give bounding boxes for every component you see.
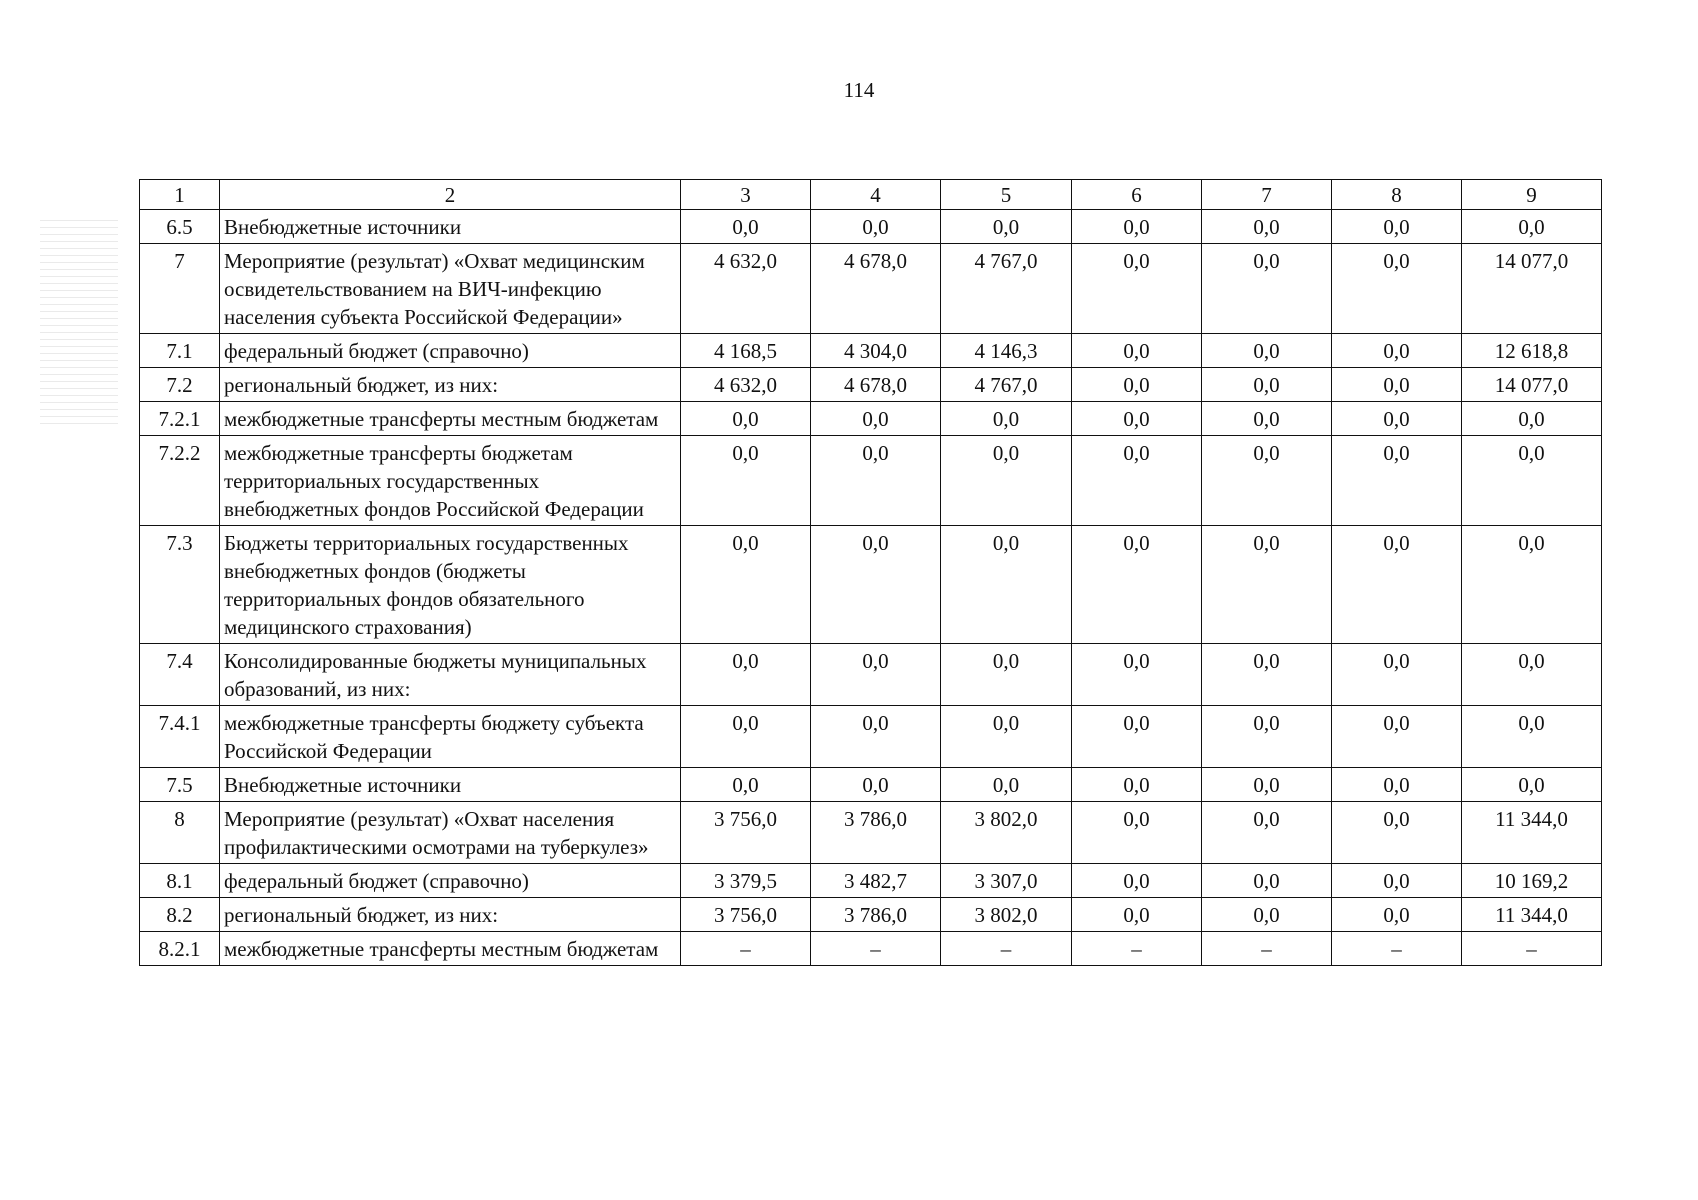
table-row — [140, 368, 1602, 402]
value-cell: 0,0 — [681, 210, 811, 244]
header-cell: 7 — [1202, 180, 1332, 210]
row-label-cell: Внебюджетные источники — [220, 210, 681, 244]
value-cell: 0,0 — [1462, 436, 1602, 526]
value-cell: 0,0 — [941, 402, 1072, 436]
value-cell: 0,0 — [1072, 402, 1202, 436]
header-cell: 3 — [681, 180, 811, 210]
value-cell: 0,0 — [1072, 210, 1202, 244]
value-cell: 0,0 — [811, 526, 941, 644]
value-cell: 0,0 — [941, 644, 1072, 706]
row-number-cell: 8.2.1 — [140, 932, 220, 966]
value-cell: 0,0 — [1202, 768, 1332, 802]
row-label-cell: межбюджетные трансферты бюджетам территориальных государственных внебюджетных фондов Российской Федерации — [220, 436, 681, 526]
row-label-cell: Внебюджетные источники — [220, 768, 681, 802]
header-cell: 4 — [811, 180, 941, 210]
value-cell: 0,0 — [1332, 644, 1462, 706]
value-cell: 0,0 — [1332, 706, 1462, 768]
value-cell: 3 307,0 — [941, 864, 1072, 898]
row-label-cell: Мероприятие (результат) «Охват медицинским освидетельствованием на ВИЧ-инфекцию населения субъекта Российской Федерации» — [220, 244, 681, 334]
value-cell: 0,0 — [1332, 898, 1462, 932]
value-cell: 3 379,5 — [681, 864, 811, 898]
row-label-cell: Бюджеты территориальных государственных внебюджетных фондов (бюджеты территориальных фондов обязательного медицинского страхования) — [220, 526, 681, 644]
value-cell: 0,0 — [1332, 864, 1462, 898]
value-cell: 12 618,8 — [1462, 334, 1602, 368]
table-row — [140, 526, 1602, 644]
row-label-cell: федеральный бюджет (справочно) — [220, 864, 681, 898]
value-cell: 0,0 — [1202, 368, 1332, 402]
value-cell: 0,0 — [1202, 802, 1332, 864]
header-cell: 2 — [220, 180, 681, 210]
value-cell: 3 802,0 — [941, 898, 1072, 932]
value-cell: 0,0 — [1462, 706, 1602, 768]
value-cell: 0,0 — [941, 706, 1072, 768]
value-cell: 0,0 — [1072, 802, 1202, 864]
value-cell: – — [1462, 932, 1602, 966]
value-cell: 0,0 — [1332, 526, 1462, 644]
value-cell: 0,0 — [1202, 402, 1332, 436]
value-cell: 0,0 — [1072, 864, 1202, 898]
value-cell: 0,0 — [1072, 244, 1202, 334]
value-cell: 4 632,0 — [681, 368, 811, 402]
page-number: 114 — [843, 78, 875, 102]
row-label-cell: федеральный бюджет (справочно) — [220, 334, 681, 368]
value-cell: 11 344,0 — [1462, 802, 1602, 864]
header-cell: 8 — [1332, 180, 1462, 210]
header-cell: 9 — [1462, 180, 1602, 210]
value-cell: 0,0 — [1332, 768, 1462, 802]
row-number-cell: 7.2 — [140, 368, 220, 402]
table-row — [140, 898, 1602, 932]
value-cell: 3 756,0 — [681, 898, 811, 932]
value-cell: 0,0 — [1072, 644, 1202, 706]
value-cell: 3 802,0 — [941, 802, 1072, 864]
value-cell: – — [1072, 932, 1202, 966]
value-cell: 0,0 — [1202, 526, 1332, 644]
value-cell: 0,0 — [1202, 436, 1332, 526]
value-cell: 0,0 — [1072, 768, 1202, 802]
row-number-cell: 7.2.1 — [140, 402, 220, 436]
value-cell: 4 146,3 — [941, 334, 1072, 368]
value-cell: 0,0 — [811, 402, 941, 436]
value-cell: – — [941, 932, 1072, 966]
value-cell: 0,0 — [811, 210, 941, 244]
value-cell: 4 632,0 — [681, 244, 811, 334]
row-label-cell: межбюджетные трансферты местным бюджетам — [220, 402, 681, 436]
value-cell: 0,0 — [811, 436, 941, 526]
value-cell: 0,0 — [811, 644, 941, 706]
row-label-cell: Мероприятие (результат) «Охват населения профилактическими осмотрами на туберкулез» — [220, 802, 681, 864]
value-cell: 0,0 — [1202, 864, 1332, 898]
value-cell: 0,0 — [941, 210, 1072, 244]
value-cell: – — [681, 932, 811, 966]
table-row — [140, 402, 1602, 436]
table-row — [140, 244, 1602, 334]
value-cell: 0,0 — [681, 526, 811, 644]
value-cell: 3 756,0 — [681, 802, 811, 864]
value-cell: 0,0 — [681, 706, 811, 768]
row-label-cell: межбюджетные трансферты местным бюджетам — [220, 932, 681, 966]
value-cell: 0,0 — [1332, 334, 1462, 368]
value-cell: 0,0 — [1332, 244, 1462, 334]
row-number-cell: 7.4 — [140, 644, 220, 706]
value-cell: 0,0 — [1332, 402, 1462, 436]
value-cell: – — [811, 932, 941, 966]
value-cell: 11 344,0 — [1462, 898, 1602, 932]
value-cell: 4 678,0 — [811, 244, 941, 334]
row-number-cell: 6.5 — [140, 210, 220, 244]
value-cell: 4 767,0 — [941, 244, 1072, 334]
value-cell: 0,0 — [1202, 644, 1332, 706]
value-cell: 0,0 — [1332, 210, 1462, 244]
value-cell: 0,0 — [1072, 898, 1202, 932]
value-cell: 0,0 — [1202, 334, 1332, 368]
value-cell: 0,0 — [681, 402, 811, 436]
table-header-row — [140, 180, 1602, 210]
value-cell: 0,0 — [681, 644, 811, 706]
value-cell: 0,0 — [1332, 802, 1462, 864]
row-number-cell: 7.5 — [140, 768, 220, 802]
row-number-cell: 8.1 — [140, 864, 220, 898]
value-cell: 0,0 — [681, 768, 811, 802]
row-number-cell: 7 — [140, 244, 220, 334]
value-cell: 14 077,0 — [1462, 368, 1602, 402]
header-cell: 6 — [1072, 180, 1202, 210]
table-row — [140, 768, 1602, 802]
value-cell: 0,0 — [1072, 436, 1202, 526]
value-cell: 3 482,7 — [811, 864, 941, 898]
value-cell: 0,0 — [681, 436, 811, 526]
value-cell: 4 168,5 — [681, 334, 811, 368]
table-row — [140, 706, 1602, 768]
value-cell: 0,0 — [1462, 210, 1602, 244]
value-cell: 0,0 — [941, 436, 1072, 526]
value-cell: 3 786,0 — [811, 898, 941, 932]
row-number-cell: 7.1 — [140, 334, 220, 368]
table-row — [140, 334, 1602, 368]
scan-artifact — [40, 220, 118, 430]
value-cell: 0,0 — [1072, 368, 1202, 402]
value-cell: 4 767,0 — [941, 368, 1072, 402]
value-cell: 0,0 — [811, 768, 941, 802]
value-cell: 0,0 — [811, 706, 941, 768]
value-cell: 0,0 — [1202, 244, 1332, 334]
value-cell: 0,0 — [1202, 898, 1332, 932]
row-label-cell: межбюджетные трансферты бюджету субъекта Российской Федерации — [220, 706, 681, 768]
row-number-cell: 7.2.2 — [140, 436, 220, 526]
value-cell: 0,0 — [1202, 210, 1332, 244]
value-cell: 0,0 — [1072, 334, 1202, 368]
budget-table — [139, 179, 1602, 966]
value-cell: 0,0 — [1332, 436, 1462, 526]
row-number-cell: 7.4.1 — [140, 706, 220, 768]
header-cell: 5 — [941, 180, 1072, 210]
row-label-cell: региональный бюджет, из них: — [220, 368, 681, 402]
table-row — [140, 802, 1602, 864]
header-cell: 1 — [140, 180, 220, 210]
row-label-cell: региональный бюджет, из них: — [220, 898, 681, 932]
value-cell: 0,0 — [1202, 706, 1332, 768]
table-row — [140, 436, 1602, 526]
value-cell: 0,0 — [1462, 526, 1602, 644]
value-cell: 0,0 — [1462, 644, 1602, 706]
value-cell: – — [1202, 932, 1332, 966]
table-row — [140, 210, 1602, 244]
value-cell: 14 077,0 — [1462, 244, 1602, 334]
row-number-cell: 8 — [140, 802, 220, 864]
value-cell: 0,0 — [1072, 706, 1202, 768]
value-cell: 0,0 — [941, 526, 1072, 644]
value-cell: 4 304,0 — [811, 334, 941, 368]
table-row — [140, 932, 1602, 966]
value-cell: – — [1332, 932, 1462, 966]
value-cell: 0,0 — [1332, 368, 1462, 402]
value-cell: 0,0 — [1462, 402, 1602, 436]
value-cell: 0,0 — [1072, 526, 1202, 644]
table-row — [140, 864, 1602, 898]
value-cell: 0,0 — [941, 768, 1072, 802]
value-cell: 4 678,0 — [811, 368, 941, 402]
value-cell: 10 169,2 — [1462, 864, 1602, 898]
table-body — [140, 180, 1602, 966]
table-row — [140, 644, 1602, 706]
value-cell: 3 786,0 — [811, 802, 941, 864]
row-number-cell: 7.3 — [140, 526, 220, 644]
row-label-cell: Консолидированные бюджеты муниципальных образований, из них: — [220, 644, 681, 706]
row-number-cell: 8.2 — [140, 898, 220, 932]
value-cell: 0,0 — [1462, 768, 1602, 802]
